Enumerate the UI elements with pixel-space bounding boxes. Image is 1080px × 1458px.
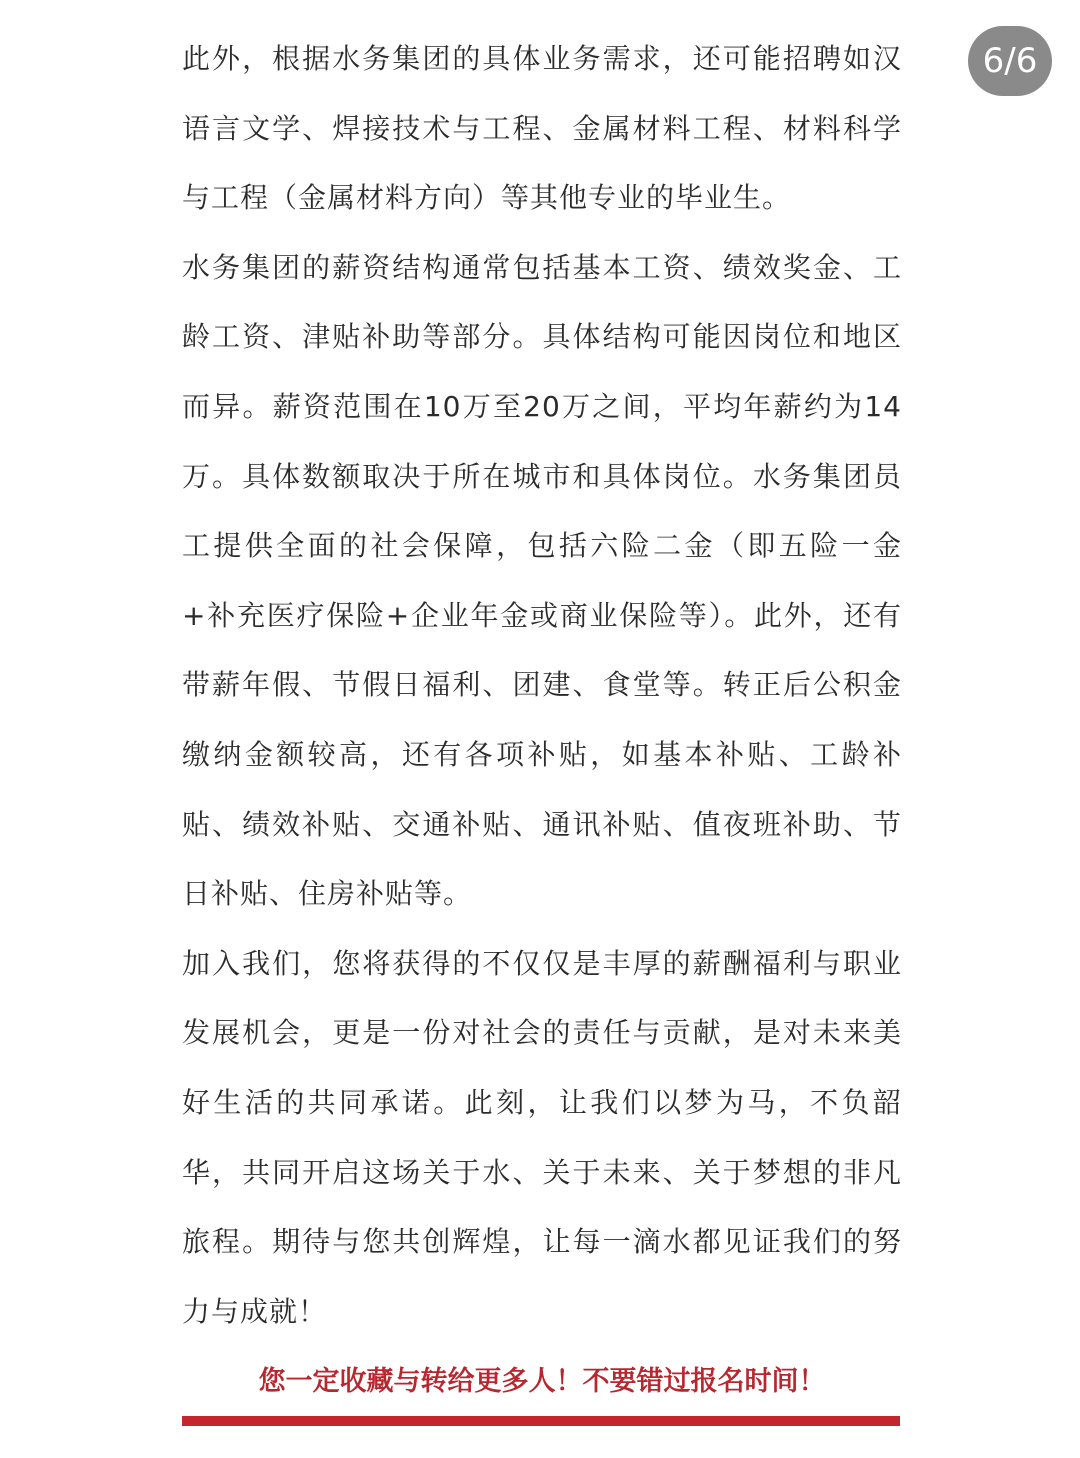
footer-call-to-action: 您一定收藏与转给更多人！不要错过报名时间！ bbox=[258, 1366, 826, 1397]
article-body bbox=[182, 24, 902, 1346]
paragraph-salary-benefits: 水务集团的薪资结构通常包括基本工资、绩效奖金、工龄工资、津贴补助等部分。具体结构可能因岗位和地区而异。薪资范围在10万至20万之间，平均年薪约为14万。具体数额取决于所在城市和具体岗位。水务集团员工提供全面的社会保障，包括六险二金（即五险一金+补充医疗保险+企业年金或商业保险等）。此外，还有带薪年假、节假日福利、团建、食堂等。转正后公积金缴纳金额较高，还有各项补贴，如基本补贴、工龄补贴、绩效补贴、交通补贴、通讯补贴、值夜班补助、节日补贴、住房补贴等。 bbox=[182, 250, 902, 911]
paragraph-join-us: 加入我们，您将获得的不仅仅是丰厚的薪酬福利与职业发展机会，更是一份对社会的责任与贡献，是对未来美好生活的共同承诺。此刻，让我们以梦为马，不负韶华，共同开启这场关于水、关于未来、关于梦想的非凡旅程。期待与您共创辉煌，让每一滴水都见证我们的努力与成就！ bbox=[182, 946, 902, 1328]
paragraph-other-majors: 此外，根据水务集团的具体业务需求，还可能招聘如汉语言文学、焊接技术与工程、金属材料工程、材料科学与工程（金属材料方向）等其他专业的毕业生。 bbox=[182, 42, 902, 215]
page-counter-badge: 6/6 bbox=[968, 26, 1052, 96]
footer-divider-bar bbox=[182, 1416, 900, 1426]
